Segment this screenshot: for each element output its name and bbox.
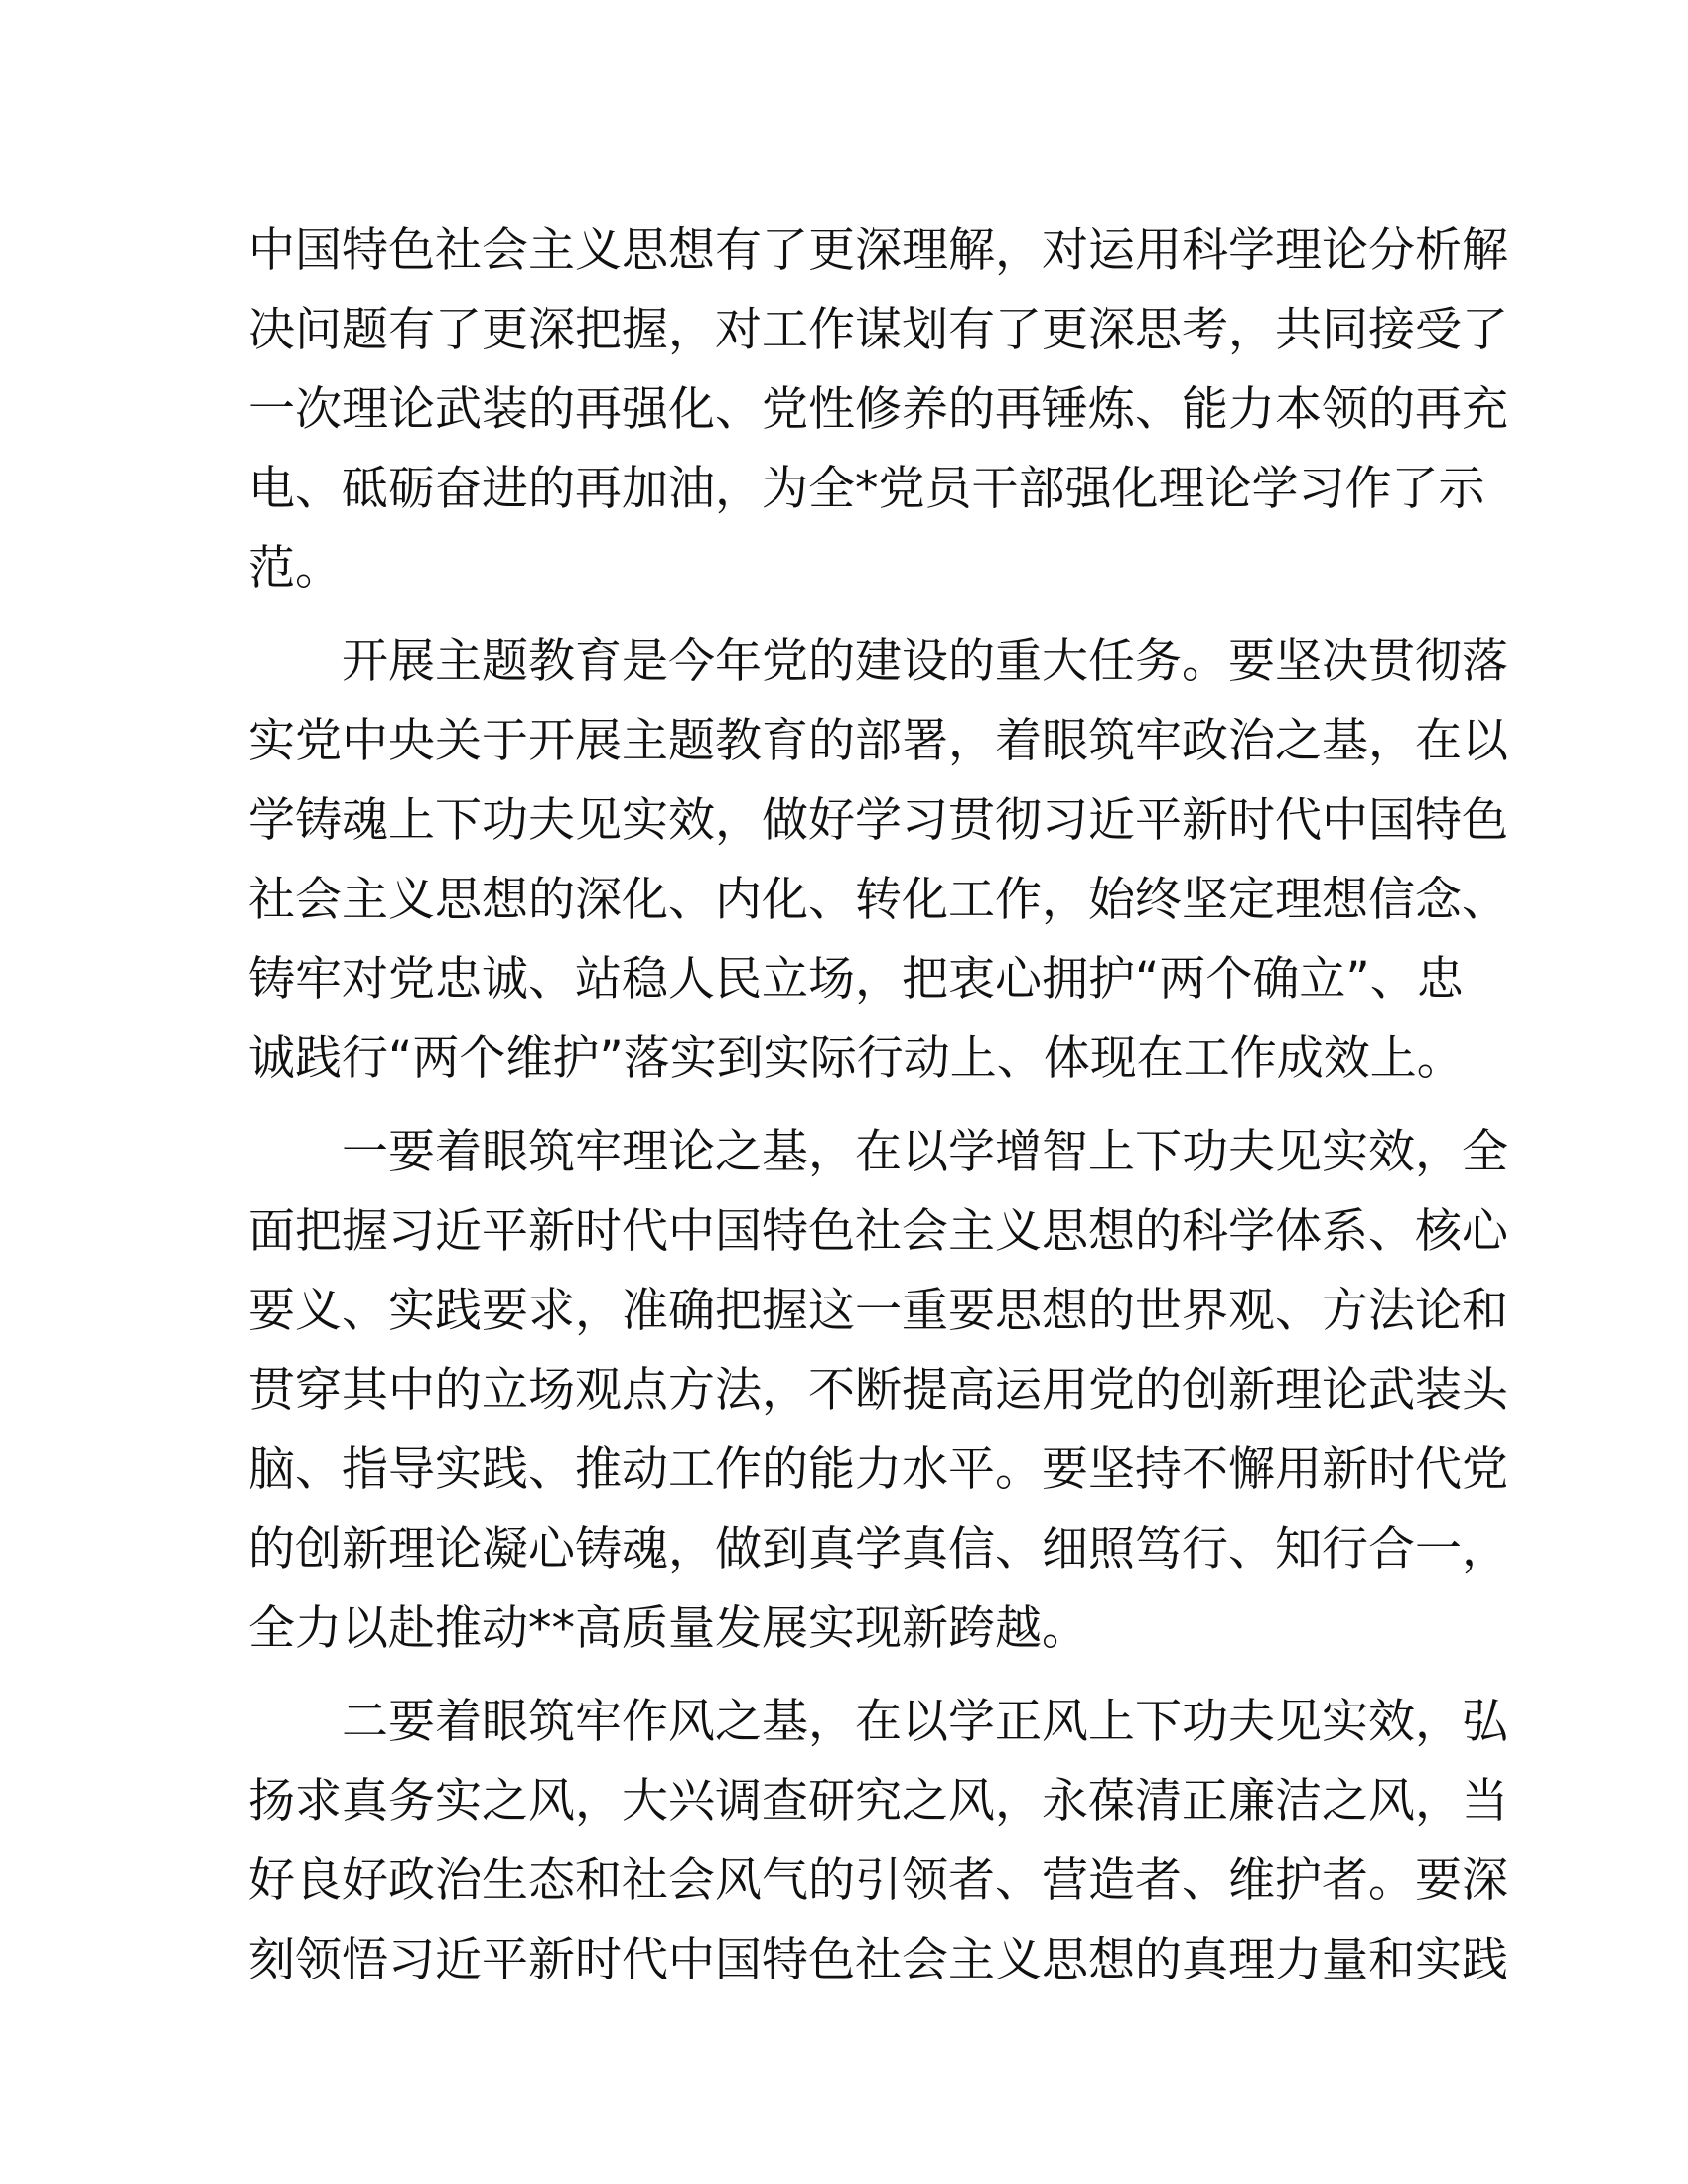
text-line: 中国特色社会主义思想有了更深理解，对运用科学理论分析解 xyxy=(248,223,1508,278)
text-line: 铸牢对党忠诚、站稳人民立场，把衷心拥护“两个确立”、忠 xyxy=(248,952,1464,1007)
paragraph-3 xyxy=(248,1113,1508,1669)
text-line: 脑、指导实践、推动工作的能力水平。要坚持不懈用新时代党 xyxy=(248,1442,1508,1497)
text-line: 全力以赴推动**高质量发展实现新跨越。 xyxy=(248,1601,1088,1656)
text-line: 开展主题教育是今年党的建设的重大任务。要坚决贯彻落 xyxy=(342,634,1508,689)
paragraph-gap xyxy=(248,1669,1438,1683)
paragraph-gap xyxy=(248,609,1438,622)
text-line: 一要着眼筑牢理论之基，在以学增智上下功夫见实效，全 xyxy=(342,1125,1508,1179)
text-line: 电、砥砺奋进的再加油，为全*党员干部强化理论学习作了示 xyxy=(248,462,1485,516)
text-line: 范。 xyxy=(248,541,342,596)
text-line: 刻领悟习近平新时代中国特色社会主义思想的真理力量和实践 xyxy=(248,1933,1508,1987)
text-line: 好良好政治生态和社会风气的引领者、营造者、维护者。要深 xyxy=(248,1853,1508,1908)
text-line: 的创新理论凝心铸魂，做到真学真信、细照笃行、知行合一， xyxy=(248,1522,1508,1576)
text-line: 诚践行“两个维护”落实到实际行动上、体现在工作成效上。 xyxy=(248,1031,1464,1086)
paragraph-1 xyxy=(248,211,1508,609)
paragraph-2 xyxy=(248,622,1508,1099)
text-line: 扬求真务实之风，大兴调查研究之风，永葆清正廉洁之风，当 xyxy=(248,1774,1508,1829)
text-line: 社会主义思想的深化、内化、转化工作，始终坚定理想信念、 xyxy=(248,873,1508,927)
paragraph-4 xyxy=(248,1683,1508,2000)
text-line: 学铸魂上下功夫见实效，做好学习贯彻习近平新时代中国特色 xyxy=(248,793,1508,848)
text-line: 决问题有了更深把握，对工作谋划有了更深思考，共同接受了 xyxy=(248,303,1508,357)
document-body xyxy=(248,211,1508,2000)
text-line: 二要着眼筑牢作风之基，在以学正风上下功夫见实效，弘 xyxy=(342,1695,1508,1749)
paragraph-gap xyxy=(248,1099,1438,1113)
text-line: 要义、实践要求，准确把握这一重要思想的世界观、方法论和 xyxy=(248,1284,1508,1338)
text-line: 实党中央关于开展主题教育的部署，着眼筑牢政治之基，在以 xyxy=(248,714,1508,768)
text-line: 一次理论武装的再强化、党性修养的再锤炼、能力本领的再充 xyxy=(248,382,1508,437)
text-line: 贯穿其中的立场观点方法，不断提高运用党的创新理论武装头 xyxy=(248,1363,1508,1418)
text-line: 面把握习近平新时代中国特色社会主义思想的科学体系、核心 xyxy=(248,1204,1508,1259)
